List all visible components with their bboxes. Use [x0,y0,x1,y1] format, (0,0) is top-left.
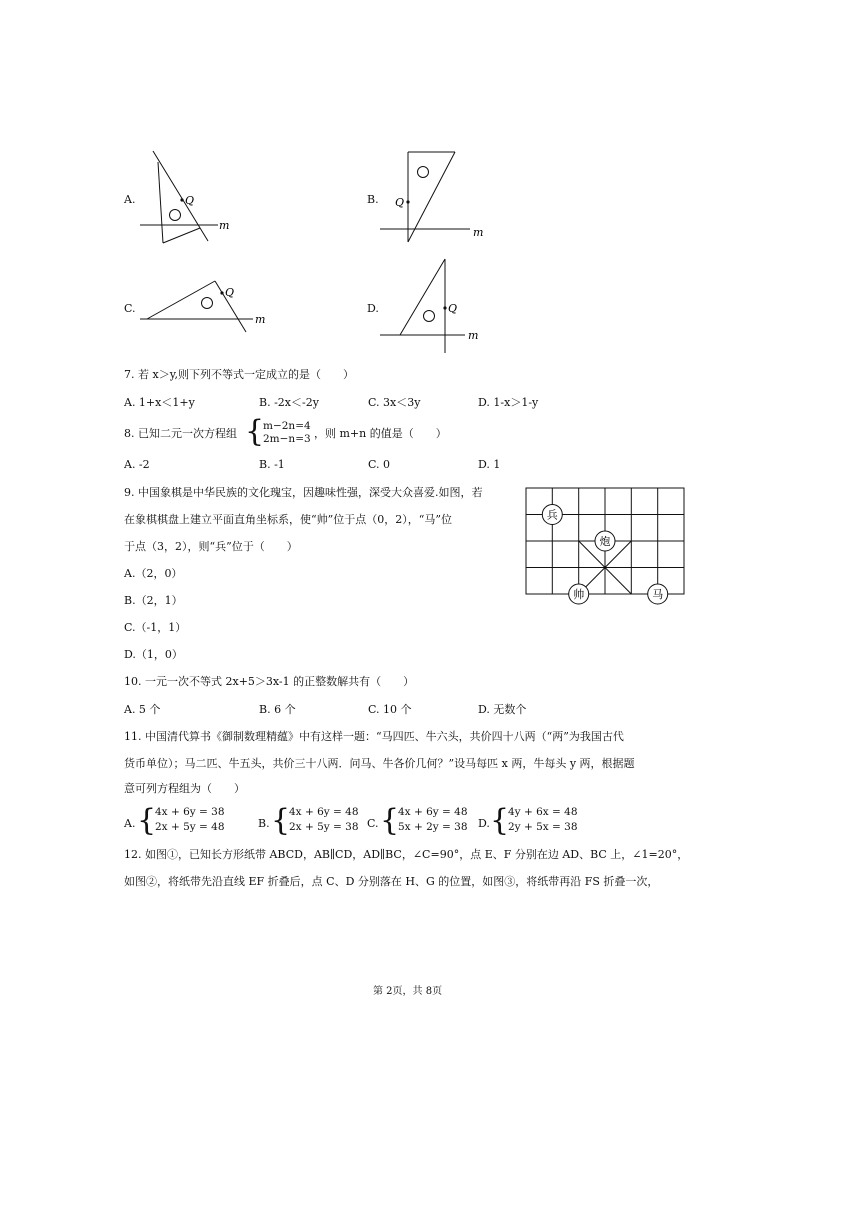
q8-eq1: m−2n=4 [263,420,311,432]
page-footer: 第 2页，共 8页 [373,986,443,997]
q6-b-line-m: m [473,226,484,239]
svg-text:兵: 兵 [546,508,558,522]
q8-option-b: B. -1 [259,458,285,471]
chess-piece-ma [648,584,668,604]
chess-piece-bing [542,505,562,525]
q8-option-a: A. -2 [124,458,150,471]
q10-option-d: D. 无数个 [478,703,527,716]
q11-option-c-label: C. [367,817,379,830]
q6-b-point-q: Q [395,196,405,209]
q6-a-point-q: Q [185,194,195,207]
q11-option-a-eq2: 2x + 5y = 48 [155,821,225,833]
q10-option-a: A. 5 个 [124,703,161,716]
q8-eq2: 2m−n=3 [263,433,311,445]
q6-option-a-label: A. [124,193,136,206]
q9-option-b: B.（2，1） [124,594,183,607]
svg-text:马: 马 [652,588,664,601]
q11-line2: 货币单位）；马二匹、牛五头，共价三十八两．问马、牛各价几何？”设马每匹 x 两，牛每头 y 两，根据题 [124,757,635,770]
q6-c-line-m: m [255,313,266,326]
q11-option-a-label: A. [124,817,136,830]
q11-option-b-eq1: 4x + 6y = 48 [289,806,359,818]
q11-option-b-brace: { [271,803,291,838]
q9-line2: 在象棋棋盘上建立平面直角坐标系，使“帅”位于点（0，2），“马”位 [124,513,452,526]
q8-stem-post: ，则 m+n 的值是（ ） [314,427,447,440]
q10-option-b: B. 6 个 [259,703,296,716]
q11-line3: 意可列方程组为（ ） [124,782,245,795]
q6-figure-b [375,145,495,250]
svg-text:炮: 炮 [599,535,611,548]
q11-option-d-eq2: 2y + 5x = 38 [508,821,578,833]
q7-option-d: D. 1-x＞1-y [478,396,539,409]
q11-option-a-brace: { [137,803,157,838]
q6-figure-a [130,145,240,250]
q7-option-c: C. 3x＜3y [368,396,421,409]
q6-option-c-label: C. [124,302,136,315]
q9-option-a: A.（2，0） [124,567,183,580]
q11-option-d-label: D. [478,817,490,830]
chess-piece-pao [595,531,615,551]
q9-option-c: C.（-1，1） [124,621,187,634]
q11-option-a-eq1: 4x + 6y = 38 [155,806,225,818]
q7-stem: 7. 若 x＞y,则下列不等式一定成立的是（ ） [124,368,354,381]
q8-stem-pre: 8. 已知二元一次方程组 [124,427,237,440]
q6-figure-c [135,272,275,337]
q6-d-line-m: m [468,329,479,342]
q11-option-c-brace: { [380,803,400,838]
q9-line1: 9. 中国象棋是中华民族的文化瑰宝，因趣味性强，深受大众喜爱.如图，若 [124,486,483,499]
q6-option-d-label: D. [367,302,379,315]
q11-option-d-eq1: 4y + 6x = 48 [508,806,578,818]
q6-figure-d [375,250,490,355]
q11-line1: 11. 中国清代算书《御制数理精蕴》中有这样一题：“马四匹、牛六头，共价四十八两（“两”为我国古代 [124,730,624,743]
q11-option-b-eq2: 2x + 5y = 38 [289,821,359,833]
q9-option-d: D.（1，0） [124,648,183,661]
q6-d-point-q: Q [448,302,458,315]
q11-option-c-eq2: 5x + 2y = 38 [398,821,468,833]
chess-piece-shuai [569,584,589,604]
q12-line2: 如图②，将纸带先沿直线 EF 折叠后，点 C、D 分别落在 H、G 的位置，如图③，将纸带再沿 FS 折叠一次， [124,875,659,888]
q11-option-c-eq1: 4x + 6y = 48 [398,806,468,818]
q11-option-b-label: B. [258,817,270,830]
svg-text:帅: 帅 [573,588,585,601]
q10-stem: 10. 一元一次不等式 2x+5＞3x-1 的正整数解共有（ ） [124,675,415,688]
q8-option-d: D. 1 [478,458,501,471]
q8-system-brace: { [245,414,265,449]
q6-option-b-label: B. [367,193,379,206]
q11-option-d-brace: { [490,803,510,838]
q10-option-c: C. 10 个 [368,703,412,716]
q6-a-line-m: m [219,219,230,232]
q7-option-b: B. -2x＜-2y [259,396,319,409]
q6-c-point-q: Q [225,286,235,299]
q8-option-c: C. 0 [368,458,391,471]
q9-chessboard [520,484,690,609]
q7-option-a: A. 1+x＜1+y [124,396,195,409]
q12-line1: 12. 如图①，已知长方形纸带 ABCD，AB∥CD，AD∥BC，∠C=90°，点 E、F 分别在边 AD、BC 上，∠1=20°， [124,848,689,861]
q9-line3: 于点（3，2），则“兵”位于（ ） [124,540,298,553]
